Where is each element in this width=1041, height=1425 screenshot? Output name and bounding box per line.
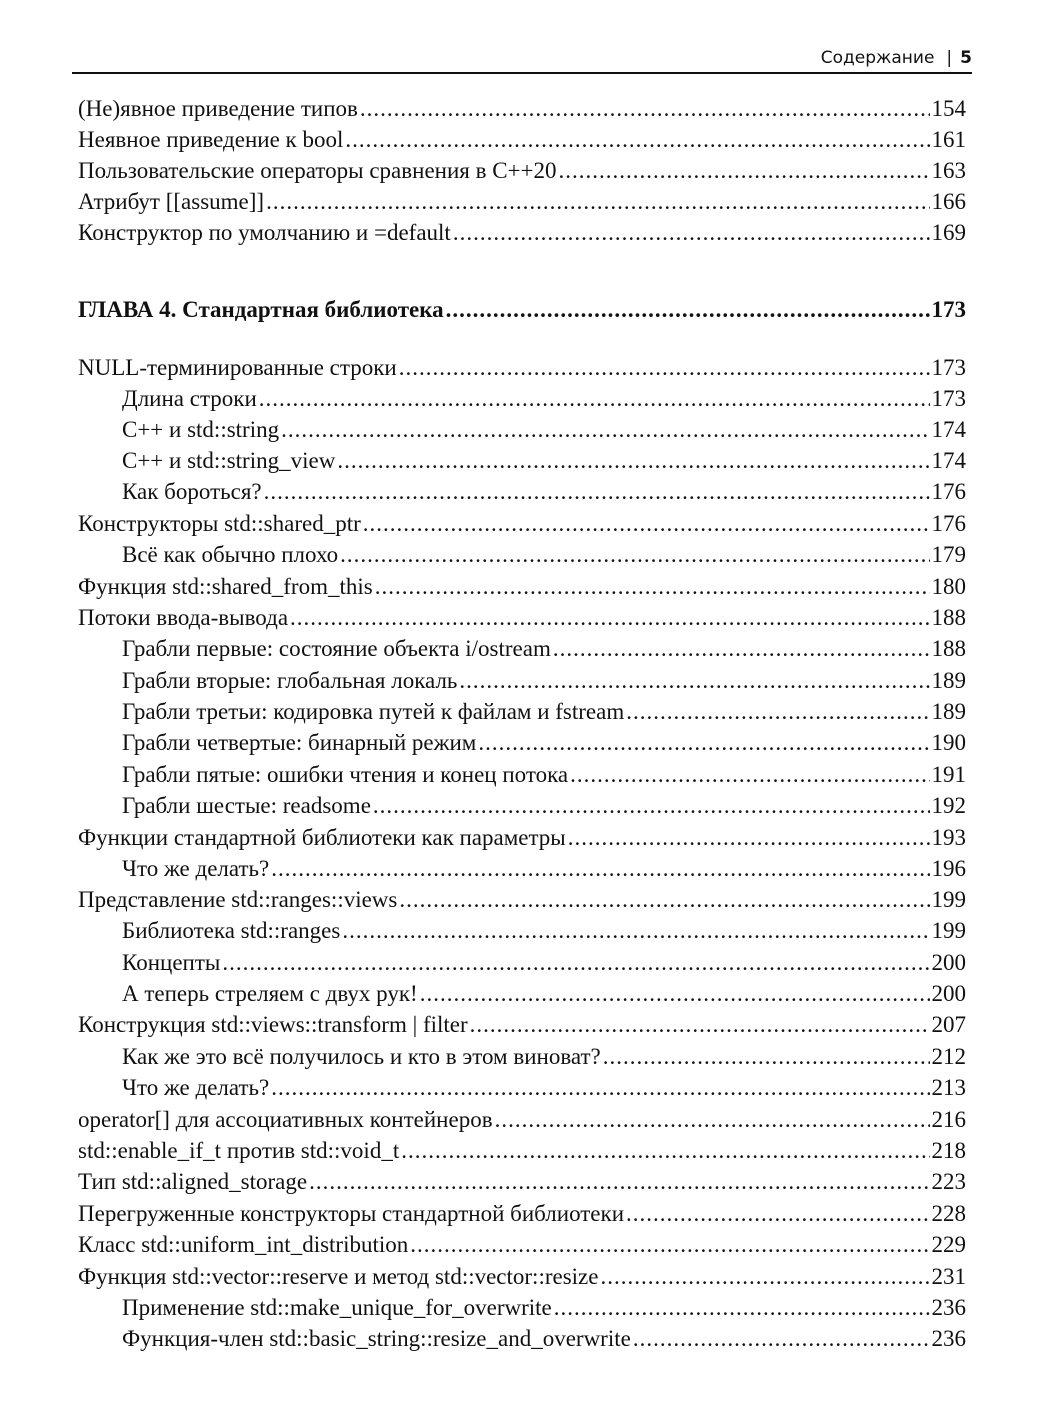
toc-entry	[78, 1012, 966, 1043]
dot-leader	[453, 220, 930, 246]
toc-entry-title: Как бороться?	[122, 479, 262, 504]
toc-subentry	[78, 730, 966, 761]
toc-entry-title: (Не)явное приведение типов	[78, 96, 358, 121]
dot-leader	[495, 1107, 930, 1133]
toc-entry-title: Длина строки	[122, 386, 257, 411]
dot-leader	[340, 542, 929, 568]
toc-entry-title: operator[] для ассоциативных контейнеров	[78, 1107, 493, 1132]
toc-entry-title: А теперь стреляем с двух рук!	[122, 981, 418, 1006]
toc-entry-page: 189	[931, 699, 966, 724]
toc-entry-title: Класс std::uniform_int_distribution	[78, 1232, 409, 1257]
dot-leader	[290, 605, 929, 631]
toc-entry-page: 200	[931, 981, 966, 1006]
dot-leader	[345, 127, 929, 153]
toc-entry-page: 176	[931, 479, 966, 504]
toc-entry-page: 196	[931, 856, 966, 881]
toc-entry-page: 193	[931, 825, 966, 850]
dot-leader	[446, 297, 930, 323]
toc-entry-title: Как же это всё получилось и кто в этом виноват?	[122, 1044, 601, 1069]
toc-subentry	[78, 479, 966, 510]
dot-leader	[626, 1201, 929, 1227]
toc-subentry	[78, 918, 966, 949]
dot-leader	[373, 793, 930, 819]
dot-leader	[401, 1138, 929, 1164]
dot-leader	[559, 158, 930, 184]
dot-leader	[570, 762, 929, 788]
toc-entry-title: std::enable_if_t против std::void_t	[78, 1138, 400, 1163]
toc-entry-page: 176	[931, 511, 966, 536]
toc-entry-title: Функция std::vector::reserve и метод std::vector::resize	[78, 1264, 599, 1289]
toc-entry-title: Конструкторы std::shared_ptr	[78, 511, 361, 536]
toc-subentry	[78, 762, 966, 793]
toc-subentry	[78, 1326, 966, 1357]
dot-leader	[259, 386, 930, 412]
toc-entry	[78, 355, 966, 386]
toc-subentry	[78, 981, 966, 1012]
toc-entry-title: Конструкция std::views::transform | filter	[78, 1012, 468, 1037]
running-title: Содержание	[820, 48, 935, 68]
toc-entry-page: 179	[931, 542, 966, 567]
toc-entry-title: Неявное приведение к bool	[78, 127, 344, 152]
toc-subentry	[78, 636, 966, 667]
dot-leader	[633, 1326, 930, 1352]
toc-entry-page: 229	[931, 1232, 966, 1257]
toc-subentry	[78, 1044, 966, 1075]
toc-entry	[78, 1107, 966, 1138]
dot-leader	[266, 189, 929, 215]
toc-subentry	[78, 542, 966, 573]
toc-entry-title: Функция-член std::basic_string::resize_and_overwrite	[122, 1326, 631, 1351]
toc-entry-page: 173	[931, 297, 966, 322]
toc-entry	[78, 220, 966, 251]
toc-entry-page: 223	[931, 1169, 966, 1194]
toc-entry-title: Концепты	[122, 950, 221, 975]
dot-leader	[375, 574, 930, 600]
toc-entry	[78, 189, 966, 220]
toc-entry-page: 188	[931, 636, 966, 661]
toc-entry-page: 190	[931, 730, 966, 755]
toc-entry-page: 154	[931, 96, 966, 121]
toc-entry	[78, 96, 966, 127]
dot-leader	[553, 636, 930, 662]
toc-entry-page: 231	[931, 1264, 966, 1289]
dot-leader	[478, 730, 929, 756]
dot-leader	[554, 1295, 930, 1321]
toc-entry-page: 169	[931, 220, 966, 245]
dot-leader	[363, 511, 930, 537]
dot-leader	[337, 448, 929, 474]
toc-entry-title: Функция std::shared_from_this	[78, 574, 373, 599]
toc-entry-page: 192	[931, 793, 966, 818]
header-separator: |	[946, 48, 953, 68]
toc-entry-title: Конструктор по умолчанию и =default	[78, 220, 451, 245]
dot-leader	[360, 96, 930, 122]
toc-entry-title: Пользовательские операторы сравнения в C++20	[78, 158, 557, 183]
toc-subentry	[78, 1295, 966, 1326]
toc-entry-page: 174	[931, 448, 966, 473]
dot-leader	[459, 668, 929, 694]
dot-leader	[271, 856, 929, 882]
toc-entry-page: 174	[931, 417, 966, 442]
toc-entry-page: 216	[931, 1107, 966, 1132]
dot-leader	[309, 1169, 929, 1195]
page-header	[72, 44, 972, 74]
toc-entry-title: ГЛАВА 4. Стандартная библиотека	[78, 297, 444, 322]
toc-subentry	[78, 856, 966, 887]
toc-entry	[78, 1169, 966, 1200]
toc-entry-page: 236	[931, 1295, 966, 1320]
toc-entry-page: 191	[931, 762, 966, 787]
toc-entry-title: Грабли третьи: кодировка путей к файлам и fstream	[122, 699, 625, 724]
dot-leader	[470, 1012, 930, 1038]
toc-entry-title: Что же делать?	[122, 856, 270, 881]
toc-entry-title: C++ и std::string	[122, 417, 280, 442]
toc-entry-page: 180	[931, 574, 966, 599]
toc-entry-page: 207	[931, 1012, 966, 1037]
toc-entry	[78, 825, 966, 856]
toc-entry-title: Грабли шестые: readsome	[122, 793, 371, 818]
dot-leader	[410, 1232, 929, 1258]
toc-entry	[78, 127, 966, 158]
dot-leader	[222, 950, 929, 976]
dot-leader	[600, 1264, 929, 1290]
toc-entry	[78, 158, 966, 189]
toc-entry	[78, 1201, 966, 1232]
toc-subentry	[78, 1075, 966, 1106]
toc-subentry	[78, 950, 966, 981]
toc-entry-page: 218	[931, 1138, 966, 1163]
toc-entry-title: Применение std::make_unique_for_overwrite	[122, 1295, 552, 1320]
toc-entry-title: Атрибут [[assume]]	[78, 189, 265, 214]
toc-entry-title: Тип std::aligned_storage	[78, 1169, 308, 1194]
dot-leader	[399, 355, 930, 381]
toc-entry-page: 173	[931, 355, 966, 380]
toc-entry-page: 213	[931, 1075, 966, 1100]
toc-subentry	[78, 417, 966, 448]
toc-subentry	[78, 448, 966, 479]
page-number: 5	[960, 48, 972, 68]
toc-entry-page: 200	[931, 950, 966, 975]
toc-entry-page: 161	[931, 127, 966, 152]
toc-entry	[78, 511, 966, 542]
toc-entry-title: Библиотека std::ranges	[122, 918, 341, 943]
dot-leader	[420, 981, 930, 1007]
dot-leader	[264, 479, 930, 505]
toc-entry-page: 199	[931, 918, 966, 943]
toc-entry-title: Грабли вторые: глобальная локаль	[122, 668, 458, 693]
toc-subentry	[78, 699, 966, 730]
toc-subentry	[78, 668, 966, 699]
dot-leader	[281, 417, 929, 443]
toc-entry-title: Перегруженные конструкторы стандартной библиотеки	[78, 1201, 625, 1226]
toc-entry-title: Грабли первые: состояние объекта i/ostream	[122, 636, 551, 661]
toc-entry	[78, 574, 966, 605]
toc-entry-page: 199	[931, 887, 966, 912]
toc-entry-title: Функции стандартной библиотеки как параметры	[78, 825, 566, 850]
dot-leader	[626, 699, 929, 725]
toc-entry	[78, 1264, 966, 1295]
toc-entry	[78, 605, 966, 636]
toc-entry-page: 163	[931, 158, 966, 183]
toc-entry-title: Представление std::ranges::views	[78, 887, 398, 912]
toc-entry-page: 212	[931, 1044, 966, 1069]
toc-subentry	[78, 793, 966, 824]
toc-entry-page: 189	[931, 668, 966, 693]
dot-leader	[342, 918, 929, 944]
toc-entry-title: Грабли пятые: ошибки чтения и конец потока	[122, 762, 569, 787]
toc-entry-title: C++ и std::string_view	[122, 448, 336, 473]
toc-entry-title: Потоки ввода-вывода	[78, 605, 289, 630]
dot-leader	[399, 887, 929, 913]
toc-subentry	[78, 386, 966, 417]
toc-entry-page: 228	[931, 1201, 966, 1226]
toc-entry-page: 173	[931, 386, 966, 411]
toc-entry	[78, 1138, 966, 1169]
dot-leader	[568, 825, 930, 851]
toc-chapter-heading	[78, 297, 966, 328]
toc-entry-title: Грабли четвертые: бинарный режим	[122, 730, 477, 755]
dot-leader	[271, 1075, 929, 1101]
toc-entry	[78, 887, 966, 918]
toc-entry-title: NULL-терминированные строки	[78, 355, 397, 380]
toc-entry	[78, 1232, 966, 1263]
toc-entry-page: 188	[931, 605, 966, 630]
toc-entry-title: Что же делать?	[122, 1075, 270, 1100]
toc-entry-title: Всё как обычно плохо	[122, 542, 339, 567]
dot-leader	[603, 1044, 930, 1070]
toc-entry-page: 166	[931, 189, 966, 214]
toc-entry-page: 236	[931, 1326, 966, 1351]
